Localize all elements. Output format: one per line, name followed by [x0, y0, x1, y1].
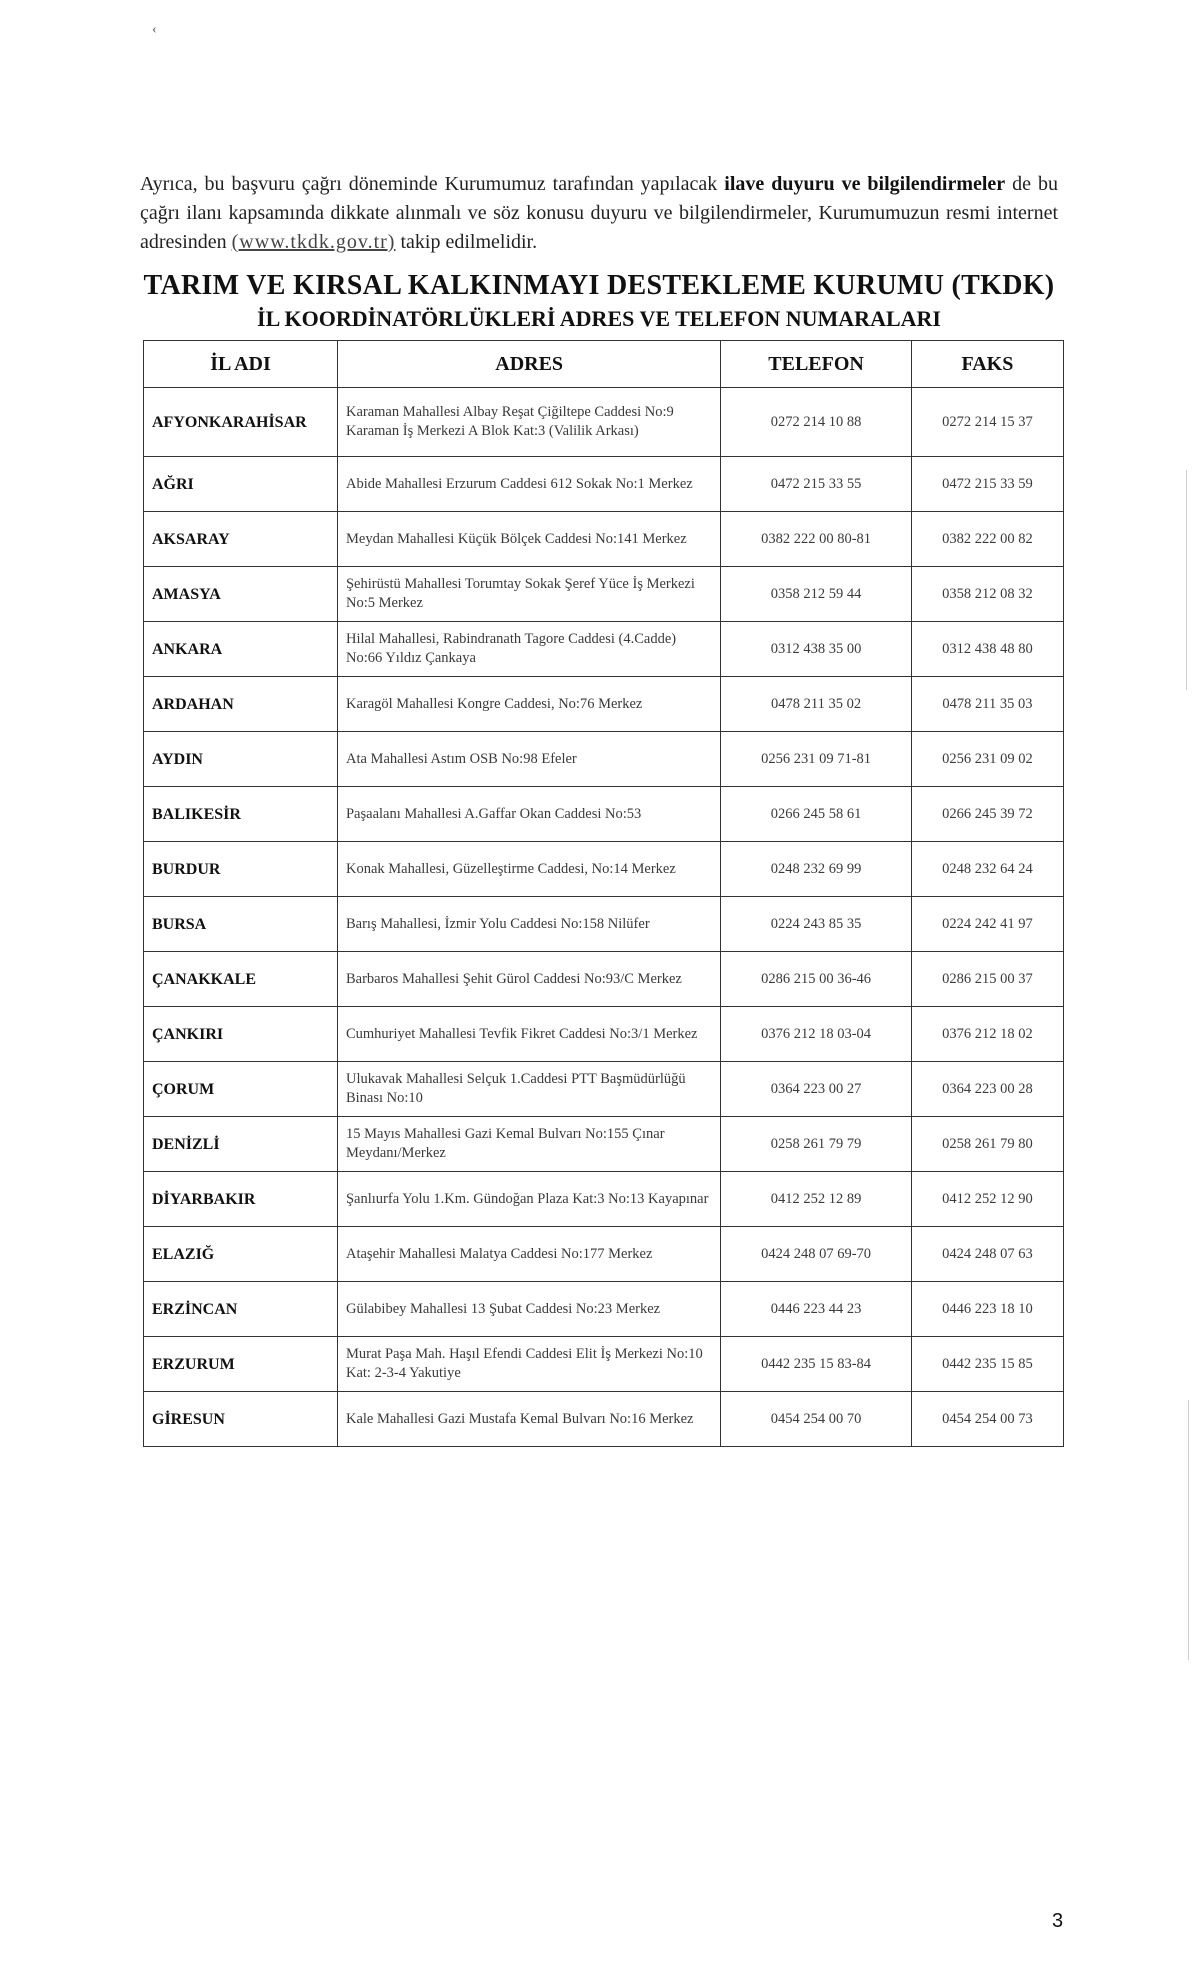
il-adi-cell: AMASYA [144, 567, 338, 622]
il-adi-cell: GİRESUN [144, 1392, 338, 1447]
table-row [144, 952, 1064, 1007]
telefon-cell: 0258 261 79 79 [721, 1117, 912, 1172]
telefon-cell: 0286 215 00 36-46 [721, 952, 912, 1007]
faks-cell: 0376 212 18 02 [911, 1007, 1063, 1062]
intro-paragraph [140, 170, 1058, 257]
table-body [144, 388, 1064, 1447]
table-row [144, 842, 1064, 897]
il-adi-cell: AKSARAY [144, 512, 338, 567]
faks-cell: 0224 242 41 97 [911, 897, 1063, 952]
telefon-cell: 0424 248 07 69-70 [721, 1227, 912, 1282]
table-row [144, 457, 1064, 512]
faks-cell: 0312 438 48 80 [911, 622, 1063, 677]
table-row [144, 897, 1064, 952]
il-adi-cell: DENİZLİ [144, 1117, 338, 1172]
adres-cell: Ataşehir Mahallesi Malatya Caddesi No:177 Merkez [337, 1227, 720, 1282]
adres-cell: Şehirüstü Mahallesi Torumtay Sokak Şeref Yüce İş Merkezi No:5 Merkez [337, 567, 720, 622]
faks-cell: 0446 223 18 10 [911, 1282, 1063, 1337]
telefon-cell: 0446 223 44 23 [721, 1282, 912, 1337]
adres-cell: Paşaalanı Mahallesi A.Gaffar Okan Caddesi No:53 [337, 787, 720, 842]
faks-cell: 0478 211 35 03 [911, 677, 1063, 732]
telefon-cell: 0358 212 59 44 [721, 567, 912, 622]
telefon-cell: 0248 232 69 99 [721, 842, 912, 897]
document-subtitle: İL KOORDİNATÖRLÜKLERİ ADRES VE TELEFON NUMARALARI [257, 306, 941, 331]
faks-cell: 0358 212 08 32 [911, 567, 1063, 622]
faks-cell: 0442 235 15 85 [911, 1337, 1063, 1392]
faks-cell: 0266 245 39 72 [911, 787, 1063, 842]
adres-cell: Karagöl Mahallesi Kongre Caddesi, No:76 Merkez [337, 677, 720, 732]
table-row [144, 388, 1064, 457]
table-header-row [144, 341, 1064, 388]
il-adi-cell: DİYARBAKIR [144, 1172, 338, 1227]
telefon-cell: 0442 235 15 83-84 [721, 1337, 912, 1392]
header-il-adi: İL ADI [144, 341, 338, 388]
adres-cell: Abide Mahallesi Erzurum Caddesi 612 Sokak No:1 Merkez [337, 457, 720, 512]
faks-cell: 0454 254 00 73 [911, 1392, 1063, 1447]
faks-cell: 0272 214 15 37 [911, 388, 1063, 457]
table-row [144, 1337, 1064, 1392]
telefon-cell: 0312 438 35 00 [721, 622, 912, 677]
document-title: TARIM VE KIRSAL KALKINMAYI DESTEKLEME KURUMU (TKDK) [143, 270, 1055, 301]
adres-cell: Karaman Mahallesi Albay Reşat Çiğiltepe Caddesi No:9 Karaman İş Merkezi A Blok Kat:3 (Valilik Arkası) [337, 388, 720, 457]
adres-cell: Kale Mahallesi Gazi Mustafa Kemal Bulvarı No:16 Merkez [337, 1392, 720, 1447]
adres-cell: Barış Mahallesi, İzmir Yolu Caddesi No:158 Nilüfer [337, 897, 720, 952]
table-row [144, 1062, 1064, 1117]
table-row [144, 1392, 1064, 1447]
il-adi-cell: ANKARA [144, 622, 338, 677]
il-adi-cell: BALIKESİR [144, 787, 338, 842]
faks-cell: 0382 222 00 82 [911, 512, 1063, 567]
table-row [144, 787, 1064, 842]
telefon-cell: 0224 243 85 35 [721, 897, 912, 952]
adres-cell: Şanlıurfa Yolu 1.Km. Gündoğan Plaza Kat:3 No:13 Kayapınar [337, 1172, 720, 1227]
intro-text-2: de bu çağrı ilanı kapsamında dikkate alınmalı ve söz konusu duyuru ve bilgilendirmeler, Kurumumuzun resmi internet adresinden [140, 173, 1058, 253]
il-adi-cell: BURDUR [144, 842, 338, 897]
telefon-cell: 0256 231 09 71-81 [721, 732, 912, 787]
adres-cell: Murat Paşa Mah. Haşıl Efendi Caddesi Elit İş Merkezi No:10 Kat: 2-3-4 Yakutiye [337, 1337, 720, 1392]
faks-cell: 0472 215 33 59 [911, 457, 1063, 512]
table-row [144, 677, 1064, 732]
table-row [144, 512, 1064, 567]
faks-cell: 0286 215 00 37 [911, 952, 1063, 1007]
adres-cell: Konak Mahallesi, Güzelleştirme Caddesi, No:14 Merkez [337, 842, 720, 897]
il-adi-cell: ERZURUM [144, 1337, 338, 1392]
page-number: 3 [1052, 1910, 1064, 1932]
faks-cell: 0424 248 07 63 [911, 1227, 1063, 1282]
adres-cell: Ata Mahallesi Astım OSB No:98 Efeler [337, 732, 720, 787]
il-adi-cell: ERZİNCAN [144, 1282, 338, 1337]
header-telefon: TELEFON [721, 341, 912, 388]
intro-text-3: takip edilmelidir. [395, 231, 538, 253]
website-link[interactable]: (www.tkdk.gov.tr) [231, 231, 396, 253]
table-row [144, 1282, 1064, 1337]
faks-cell: 0412 252 12 90 [911, 1172, 1063, 1227]
intro-text-1: Ayrıca, bu başvuru çağrı döneminde Kurumumuz tarafından yapılacak [140, 173, 725, 195]
contacts-table [143, 340, 1064, 1447]
faks-cell: 0364 223 00 28 [911, 1062, 1063, 1117]
scan-edge-mark [1186, 470, 1187, 690]
il-adi-cell: AYDIN [144, 732, 338, 787]
il-adi-cell: ÇORUM [144, 1062, 338, 1117]
adres-cell: Hilal Mahallesi, Rabindranath Tagore Caddesi (4.Cadde) No:66 Yıldız Çankaya [337, 622, 720, 677]
header-faks: FAKS [911, 341, 1063, 388]
telefon-cell: 0364 223 00 27 [721, 1062, 912, 1117]
adres-cell: Meydan Mahallesi Küçük Bölçek Caddesi No:141 Merkez [337, 512, 720, 567]
telefon-cell: 0376 212 18 03-04 [721, 1007, 912, 1062]
adres-cell: 15 Mayıs Mahallesi Gazi Kemal Bulvarı No:155 Çınar Meydanı/Merkez [337, 1117, 720, 1172]
il-adi-cell: AĞRI [144, 457, 338, 512]
adres-cell: Cumhuriyet Mahallesi Tevfik Fikret Caddesi No:3/1 Merkez [337, 1007, 720, 1062]
header-adres: ADRES [337, 341, 720, 388]
scan-edge-mark [1188, 1400, 1189, 1660]
telefon-cell: 0472 215 33 55 [721, 457, 912, 512]
il-adi-cell: ARDAHAN [144, 677, 338, 732]
table-row [144, 732, 1064, 787]
faks-cell: 0256 231 09 02 [911, 732, 1063, 787]
table-row [144, 1227, 1064, 1282]
table-row [144, 622, 1064, 677]
il-adi-cell: ELAZIĞ [144, 1227, 338, 1282]
adres-cell: Ulukavak Mahallesi Selçuk 1.Caddesi PTT Başmüdürlüğü Binası No:10 [337, 1062, 720, 1117]
telefon-cell: 0478 211 35 02 [721, 677, 912, 732]
scan-mark: ‹ [152, 22, 157, 37]
il-adi-cell: AFYONKARAHİSAR [144, 388, 338, 457]
table-row [144, 1172, 1064, 1227]
il-adi-cell: ÇANKIRI [144, 1007, 338, 1062]
table-row [144, 1117, 1064, 1172]
faks-cell: 0258 261 79 80 [911, 1117, 1063, 1172]
telefon-cell: 0454 254 00 70 [721, 1392, 912, 1447]
contacts-table-wrapper [143, 340, 1064, 1447]
faks-cell: 0248 232 64 24 [911, 842, 1063, 897]
telefon-cell: 0266 245 58 61 [721, 787, 912, 842]
il-adi-cell: ÇANAKKALE [144, 952, 338, 1007]
table-row [144, 1007, 1064, 1062]
document-heading [140, 270, 1058, 332]
table-row [144, 567, 1064, 622]
telefon-cell: 0272 214 10 88 [721, 388, 912, 457]
adres-cell: Barbaros Mahallesi Şehit Gürol Caddesi No:93/C Merkez [337, 952, 720, 1007]
telefon-cell: 0412 252 12 89 [721, 1172, 912, 1227]
intro-bold-text: ilave duyuru ve bilgilendirmeler [724, 173, 1006, 195]
telefon-cell: 0382 222 00 80-81 [721, 512, 912, 567]
adres-cell: Gülabibey Mahallesi 13 Şubat Caddesi No:23 Merkez [337, 1282, 720, 1337]
il-adi-cell: BURSA [144, 897, 338, 952]
